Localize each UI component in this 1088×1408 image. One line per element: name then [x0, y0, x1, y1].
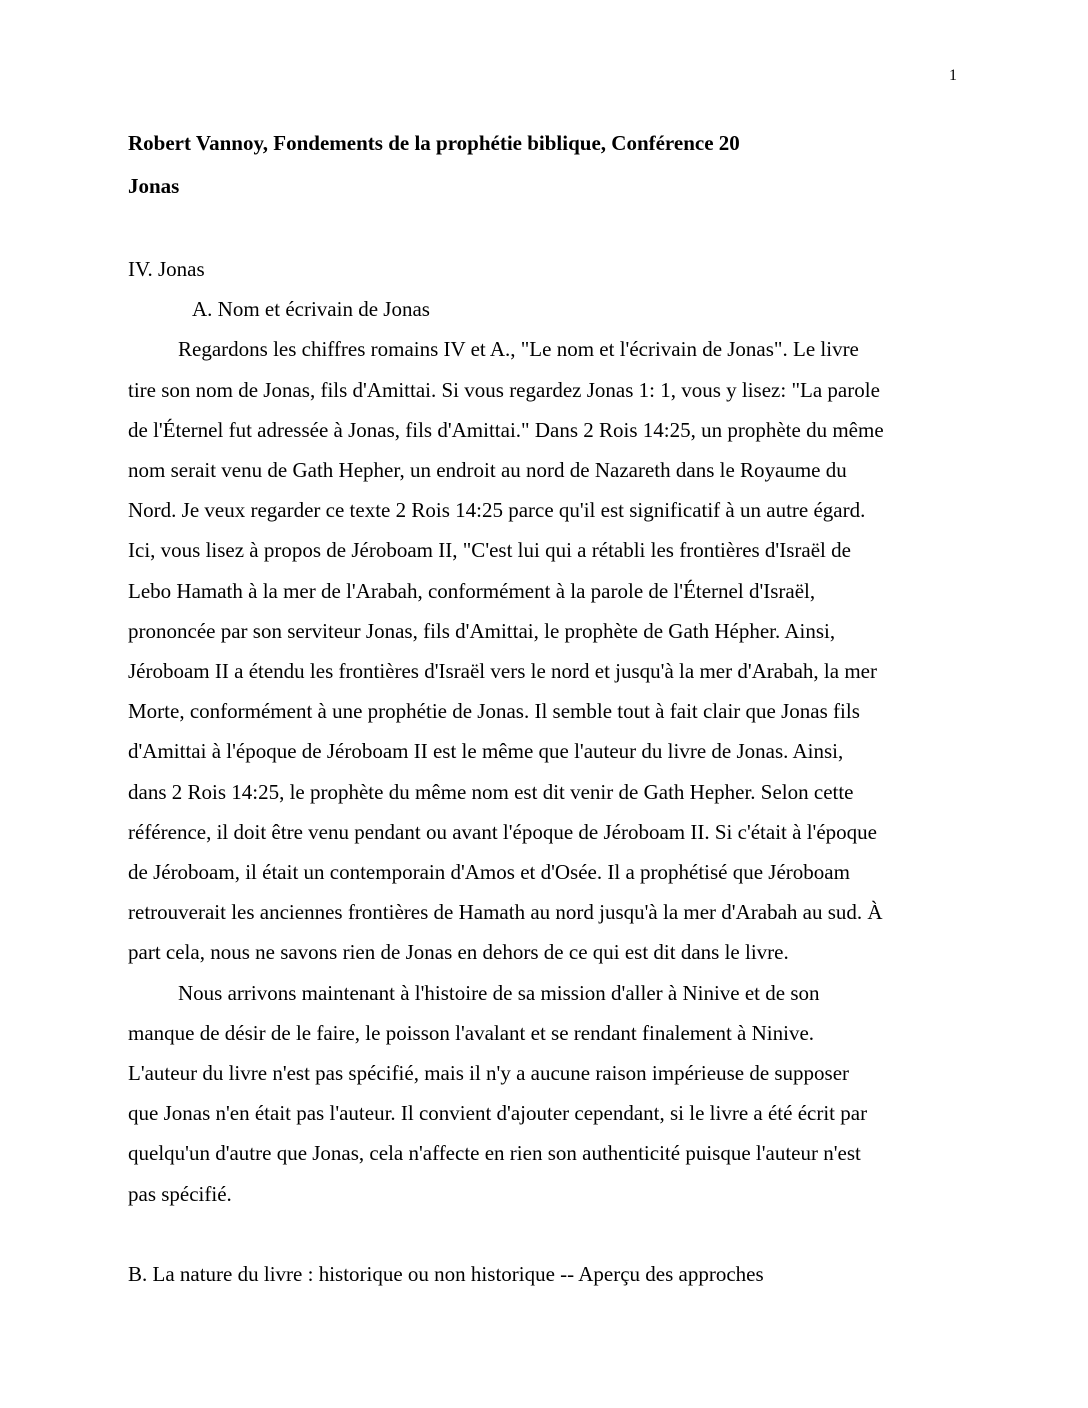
paragraph-1-line: Nord. Je veux regarder ce texte 2 Rois 14:25 parce qu'il est significatif à un autre égard.: [128, 498, 866, 523]
paragraph-2-line: quelqu'un d'autre que Jonas, cela n'affecte en rien son authenticité puisque l'auteur n'est: [128, 1141, 861, 1166]
paragraph-1-line: dans 2 Rois 14:25, le prophète du même nom est dit venir de Gath Hepher. Selon cette: [128, 779, 854, 804]
paragraph-1-line: Jéroboam II a étendu les frontières d'Israël vers le nord et jusqu'à la mer d'Arabah, la mer: [128, 659, 877, 684]
paragraph-2-line: manque de désir de le faire, le poisson l'avalant et se rendant finalement à Ninive.: [128, 1020, 815, 1045]
document-body: [128, 249, 968, 1294]
paragraph-1-line: d'Amittai à l'époque de Jéroboam II est le même que l'auteur du livre de Jonas. Ainsi,: [128, 739, 844, 764]
paragraph-1-line: Regardons les chiffres romains IV et A., "Le nom et l'écrivain de Jonas". Le livre: [178, 337, 859, 362]
section-heading-b: B. La nature du livre : historique ou non historique -- Aperçu des approches: [128, 1261, 764, 1286]
document-title: Robert Vannoy, Fondements de la prophétie biblique, Conférence 20: [128, 131, 740, 155]
paragraph-1-line: retrouverait les anciennes frontières de Hamath au nord jusqu'à la mer d'Arabah au sud. À: [128, 900, 883, 925]
paragraph-1-line: tire son nom de Jonas, fils d'Amittai. Si vous regardez Jonas 1: 1, vous y lisez: "La parole: [128, 377, 880, 402]
page-number: 1: [949, 67, 957, 84]
paragraph-2-line: Nous arrivons maintenant à l'histoire de sa mission d'aller à Ninive et de son: [178, 980, 820, 1005]
paragraph-2-line: pas spécifié.: [128, 1181, 232, 1206]
paragraph-1: [128, 329, 968, 972]
paragraph-1-line: de l'Éternel fut adressée à Jonas, fils d'Amittai." Dans 2 Rois 14:25, un prophète du même: [128, 417, 884, 442]
document-subtitle: Jonas: [128, 174, 180, 198]
paragraph-1-line: référence, il doit être venu pendant ou avant l'époque de Jéroboam II. Si c'était à l'époque: [128, 819, 877, 844]
section-heading-a: A. Nom et écrivain de Jonas: [192, 297, 430, 322]
paragraph-1-line: prononcée par son serviteur Jonas, fils d'Amittai, le prophète de Gath Hépher. Ainsi,: [128, 618, 836, 643]
paragraph-2-line: que Jonas n'en était pas l'auteur. Il convient d'ajouter cependant, si le livre a été écrit par: [128, 1101, 868, 1126]
paragraph-2: [128, 973, 968, 1214]
paragraph-1-line: de Jéroboam, il était un contemporain d'Amos et d'Osée. Il a prophétisé que Jéroboam: [128, 860, 850, 885]
section-heading-iv: IV. Jonas: [128, 257, 205, 281]
paragraph-1-line: part cela, nous ne savons rien de Jonas en dehors de ce qui est dit dans le livre.: [128, 940, 789, 965]
paragraph-1-line: Morte, conformément à une prophétie de Jonas. Il semble tout à fait clair que Jonas fils: [128, 699, 860, 724]
paragraph-gap: [128, 1214, 968, 1254]
paragraph-1-line: Lebo Hamath à la mer de l'Arabah, conformément à la parole de l'Éternel d'Israël,: [128, 578, 816, 603]
paragraph-2-line: L'auteur du livre n'est pas spécifié, mais il n'y a aucune raison impérieuse de supposer: [128, 1061, 850, 1086]
paragraph-1-line: nom serait venu de Gath Hepher, un endroit au nord de Nazareth dans le Royaume du: [128, 458, 847, 483]
paragraph-1-line: Ici, vous lisez à propos de Jéroboam II, "C'est lui qui a rétabli les frontières d'Israël de: [128, 538, 851, 563]
